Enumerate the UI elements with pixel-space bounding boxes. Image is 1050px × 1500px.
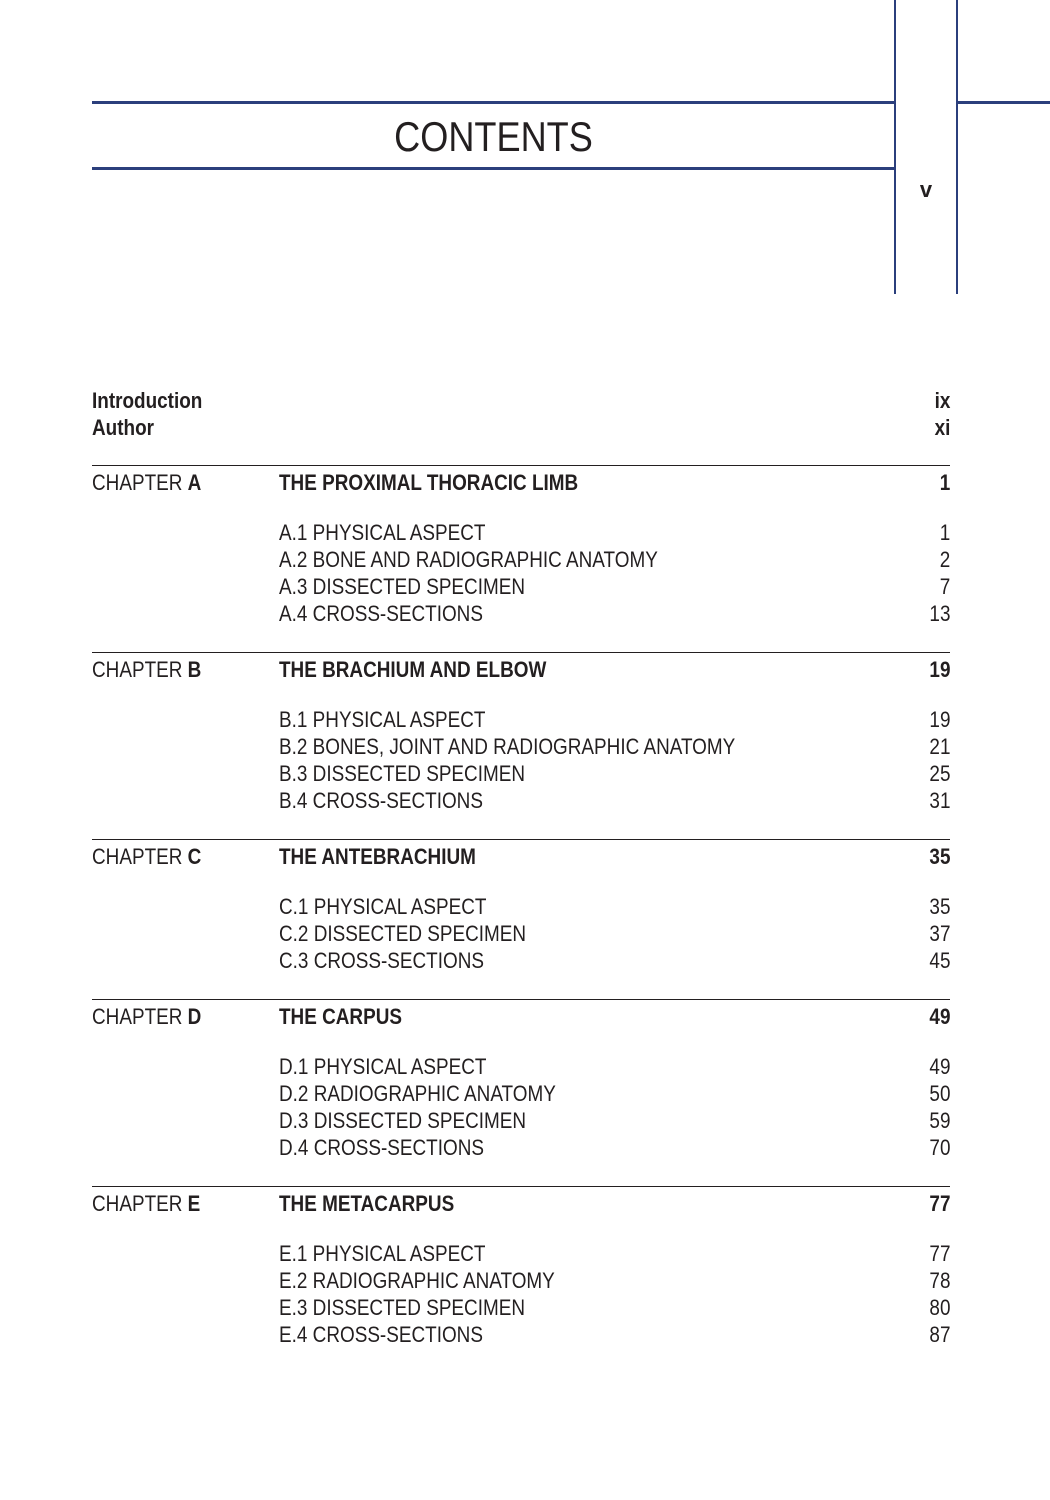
chapter-letter: C <box>187 843 202 869</box>
chapter-title: THE BRACHIUM AND ELBOW <box>279 656 547 682</box>
chapter-label <box>92 1003 201 1030</box>
section-page: 21 <box>928 733 950 759</box>
section-title: C.2 DISSECTED SPECIMEN <box>279 920 527 946</box>
section-title: D.4 CROSS-SECTIONS <box>279 1134 485 1160</box>
front-matter-page: xi <box>934 414 950 440</box>
chapter-prefix: CHAPTER <box>92 656 183 682</box>
page-title: CONTENTS <box>394 113 593 160</box>
header-vertical-rule-right <box>956 0 958 294</box>
chapter-prefix: CHAPTER <box>92 843 183 869</box>
section-page: 35 <box>928 893 950 919</box>
section-page: 1 <box>939 519 950 545</box>
section-page: 70 <box>928 1134 950 1160</box>
section-title: B.2 BONES, JOINT AND RADIOGRAPHIC ANATOMY <box>279 733 736 759</box>
chapter-label <box>92 843 201 870</box>
section-title: A.2 BONE AND RADIOGRAPHIC ANATOMY <box>279 546 658 572</box>
chapter-divider <box>92 652 950 653</box>
section-title: E.3 DISSECTED SPECIMEN <box>279 1294 526 1320</box>
header-rule-bottom <box>92 167 895 170</box>
chapter-divider <box>92 1186 950 1187</box>
section-title: E.4 CROSS-SECTIONS <box>279 1321 483 1347</box>
chapter-label <box>92 469 201 496</box>
section-page: 45 <box>928 947 950 973</box>
section-title: D.3 DISSECTED SPECIMEN <box>279 1107 527 1133</box>
chapter-page: 77 <box>928 1190 950 1216</box>
section-title: A.3 DISSECTED SPECIMEN <box>279 573 526 599</box>
chapter-label <box>92 656 201 683</box>
chapter-page: 19 <box>928 656 950 682</box>
chapter-letter: E <box>187 1190 201 1216</box>
chapter-prefix: CHAPTER <box>92 1003 183 1029</box>
header-rule-top-right <box>957 101 1050 104</box>
section-page: 87 <box>928 1321 950 1347</box>
section-title: D.2 RADIOGRAPHIC ANATOMY <box>279 1080 556 1106</box>
chapter-divider <box>92 999 950 1000</box>
chapter-title: THE PROXIMAL THORACIC LIMB <box>279 469 579 495</box>
section-title: C.3 CROSS-SECTIONS <box>279 947 485 973</box>
front-matter-label: Introduction <box>92 387 203 413</box>
header-vertical-rule-left <box>894 0 896 294</box>
chapter-divider <box>92 465 950 466</box>
header-rule-top <box>92 101 895 104</box>
section-page: 25 <box>928 760 950 786</box>
section-page: 78 <box>928 1267 950 1293</box>
chapter-page: 1 <box>939 469 950 495</box>
section-page: 7 <box>939 573 950 599</box>
section-title: A.1 PHYSICAL ASPECT <box>279 519 486 545</box>
section-title: E.2 RADIOGRAPHIC ANATOMY <box>279 1267 555 1293</box>
chapter-title: THE CARPUS <box>279 1003 402 1029</box>
section-title: B.1 PHYSICAL ASPECT <box>279 706 486 732</box>
section-page: 13 <box>928 600 950 626</box>
chapter-prefix: CHAPTER <box>92 1190 183 1216</box>
section-page: 19 <box>928 706 950 732</box>
chapter-letter: A <box>187 469 202 495</box>
section-page: 77 <box>928 1240 950 1266</box>
section-page: 50 <box>928 1080 950 1106</box>
section-page: 80 <box>928 1294 950 1320</box>
chapter-letter: D <box>187 1003 202 1029</box>
section-page: 49 <box>928 1053 950 1079</box>
section-title: A.4 CROSS-SECTIONS <box>279 600 483 626</box>
section-page: 59 <box>928 1107 950 1133</box>
chapter-letter: B <box>187 656 202 682</box>
section-page: 37 <box>928 920 950 946</box>
page-number: v <box>919 177 933 202</box>
section-title: B.3 DISSECTED SPECIMEN <box>279 760 526 786</box>
section-title: B.4 CROSS-SECTIONS <box>279 787 483 813</box>
chapter-prefix: CHAPTER <box>92 469 183 495</box>
chapter-divider <box>92 839 950 840</box>
section-title: E.1 PHYSICAL ASPECT <box>279 1240 486 1266</box>
section-title: D.1 PHYSICAL ASPECT <box>279 1053 487 1079</box>
section-title: C.1 PHYSICAL ASPECT <box>279 893 487 919</box>
section-page: 2 <box>939 546 950 572</box>
chapter-title: THE ANTEBRACHIUM <box>279 843 476 869</box>
front-matter-page: ix <box>934 387 950 413</box>
chapter-page: 35 <box>928 843 950 869</box>
chapter-page: 49 <box>928 1003 950 1029</box>
front-matter-label: Author <box>92 414 155 440</box>
section-page: 31 <box>928 787 950 813</box>
chapter-label <box>92 1190 200 1217</box>
chapter-title: THE METACARPUS <box>279 1190 455 1216</box>
